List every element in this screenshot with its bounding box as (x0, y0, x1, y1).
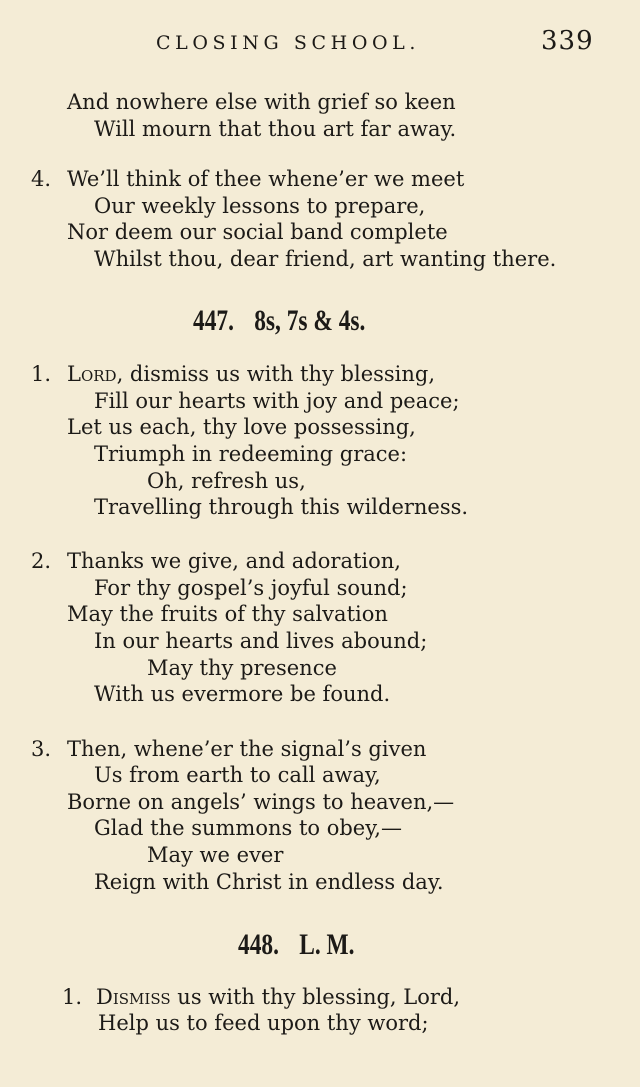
verse-line: Fill our hearts with joy and peace; (94, 389, 460, 413)
verse-line: Glad the summons to obey,— (94, 816, 402, 840)
verse-number: 1. (31, 362, 52, 386)
verse-line: Help us to feed upon thy word; (98, 1011, 429, 1035)
verse-line: Borne on angels’ wings to heaven,— (67, 790, 455, 814)
verse-number: 4. (31, 167, 52, 191)
verse-number: 3. (31, 737, 52, 761)
verse-first-line-rest: us with thy blessing, Lord, (170, 985, 461, 1009)
verse-line: In our hearts and lives abound; (94, 629, 428, 653)
verse-line: May thy presence (147, 656, 337, 680)
verse-line: We’ll think of thee whene’er we meet (67, 167, 465, 191)
verse-first-word: Lord, (67, 362, 124, 386)
hymn-heading (238, 928, 354, 962)
verse-line: For thy gospel’s joyful sound; (94, 576, 408, 600)
verse-line: Triumph in redeeming grace: (94, 442, 408, 466)
verse-line: Our weekly lessons to prepare, (94, 194, 426, 218)
verse-line: May the fruits of thy salvation (67, 602, 388, 626)
verse-first-line-rest: dismiss us with thy blessing, (123, 362, 436, 386)
verse-number: 2. (31, 549, 52, 573)
hymn-number: 447. (193, 304, 234, 337)
verse-line: And nowhere else with grief so keen (67, 90, 456, 114)
verse-first-word: Dismiss (96, 985, 171, 1009)
page-header (0, 26, 640, 62)
verse-line: Let us each, thy love possessing, (67, 415, 416, 439)
verse-line: With us evermore be found. (94, 682, 391, 706)
hymn-number: 448. (238, 928, 279, 961)
hymn-meter: 8s, 7s & 4s. (254, 304, 366, 337)
verse-line: Then, whene’er the signal’s given (67, 737, 427, 761)
verse-line: Thanks we give, and adoration, (67, 549, 401, 573)
hymn-heading (193, 304, 365, 338)
hymn-meter: L. M. (299, 928, 355, 961)
page-number: 339 (541, 26, 594, 56)
running-head: CLOSING SCHOOL. (156, 32, 421, 54)
verse-line: Oh, refresh us, (147, 469, 306, 493)
verse-line: Will mourn that thou art far away. (94, 117, 457, 141)
verse-line: Travelling through this wilderness. (94, 495, 469, 519)
verse-number: 1. (62, 985, 83, 1009)
verse-line: Us from earth to call away, (94, 763, 381, 787)
verse-line (67, 361, 435, 387)
verse-line (96, 984, 460, 1010)
verse-line: Nor deem our social band complete (67, 220, 448, 244)
verse-line: Reign with Christ in endless day. (94, 870, 444, 894)
verse-line: Whilst thou, dear friend, art wanting there. (94, 247, 557, 271)
verse-line: May we ever (147, 843, 284, 867)
